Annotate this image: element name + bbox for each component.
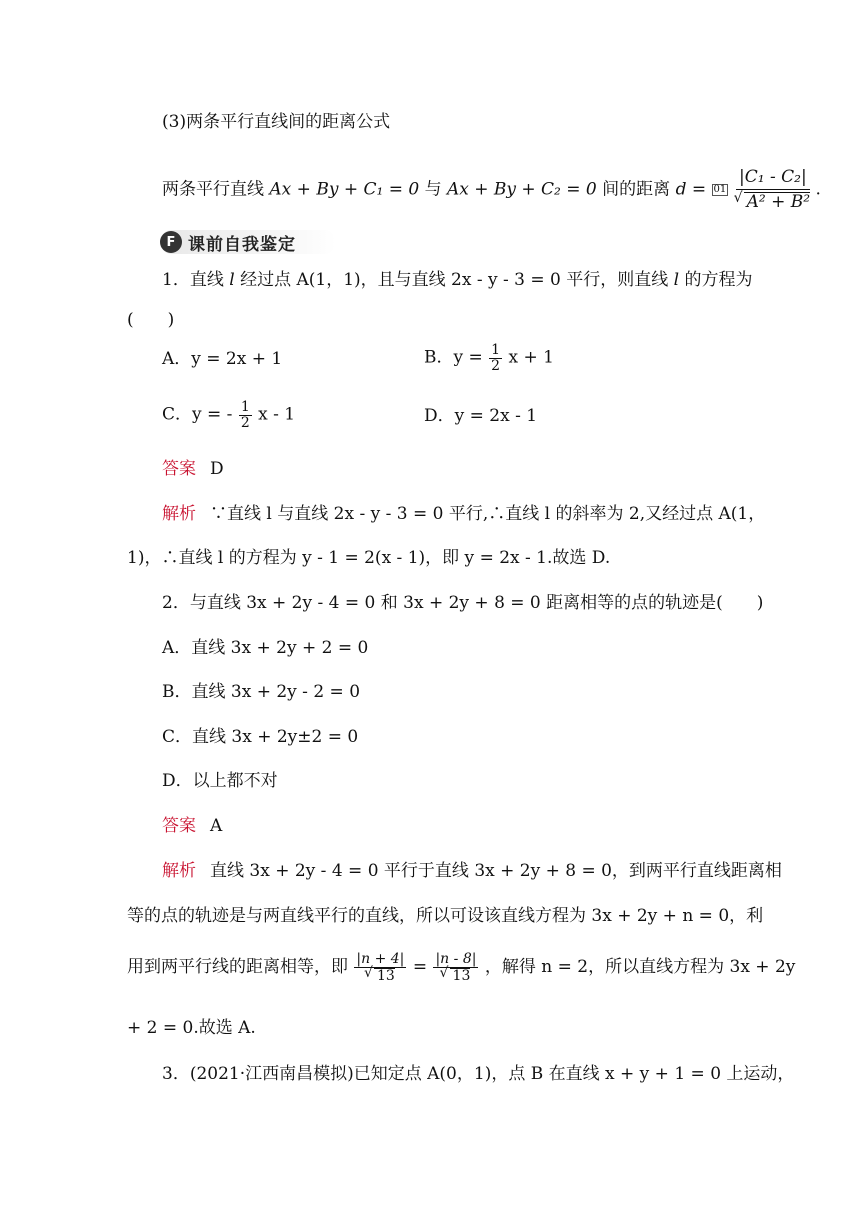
blank-marker: 01	[713, 184, 727, 196]
q2-answer	[162, 814, 222, 838]
q2-stem: 2．与直线 3x + 2y - 4 = 0 和 3x + 2y + 8 = 0 距离相等的点的轨迹是( )	[162, 593, 764, 613]
q1-stem	[162, 268, 753, 292]
q2-frac2-num: |n - 8|	[435, 951, 477, 967]
q2-fraction-1	[354, 952, 406, 983]
q1-analysis-2: 1)，∴直线 l 的方程为 y - 1 = 2(x - 1)，即 y = 2x - 1.故选 D.	[127, 548, 611, 568]
q1-optc-num: 1	[240, 399, 250, 415]
q2-answer-label: 答案	[162, 816, 196, 836]
q2-frac1-den: √ 13	[374, 968, 395, 984]
q1-analysis-1: ∵直线 l 与直线 2x - y - 3 = 0 平行,∴直线 l 的斜率为 2,又经过点 A(1，	[210, 504, 766, 524]
q2-analysis-1: 直线 3x + 2y - 4 = 0 平行于直线 3x + 2y + 8 = 0，到两平行直线距离相	[210, 861, 782, 881]
q2-frac1-num: |n + 4|	[356, 951, 405, 967]
q1-optb-post: x + 1	[508, 347, 554, 368]
q2-option-a: A．直线 3x + 2y + 2 = 0	[162, 638, 369, 658]
q1-stem-b: l	[229, 270, 235, 290]
q2-option-c: C．直线 3x + 2y±2 = 0	[162, 727, 359, 747]
section-badge	[160, 230, 336, 254]
q1-optc-pre: C．y = -	[162, 404, 233, 425]
q1-optc-post: x - 1	[258, 404, 296, 425]
q1-option-a: A．y = 2x + 1	[162, 349, 283, 369]
q2-frac2-den: √ 13	[450, 968, 471, 984]
q1-optb-pre: B．y =	[424, 347, 483, 368]
q2-equals: =	[412, 957, 428, 978]
q1-analysis-label: 解析	[162, 504, 196, 524]
q2-answer-value: A	[210, 816, 223, 836]
formula-dist: 间的距离	[602, 179, 671, 200]
q1-option-c	[162, 400, 295, 430]
q2-option-d: D．以上都不对	[162, 771, 278, 791]
formula-end: .	[815, 179, 821, 200]
q1-stem-d: A(1，1)，且与直线 2x - y - 3 = 0 平行，则直线	[296, 270, 669, 290]
q1-answer-label: 答案	[162, 459, 196, 479]
q1-stem-c: 经过点	[240, 270, 292, 290]
q2-analysis-2: 等的点的轨迹是与两直线平行的直线，所以可设该直线方程为 3x + 2y + n = 0，利	[127, 906, 764, 926]
q2-analysis-4: + 2 = 0.故选 A.	[127, 1018, 256, 1038]
q1-optc-den: 2	[240, 414, 250, 431]
q1-answer	[162, 457, 224, 481]
q1-answer-value: D	[210, 459, 224, 479]
formula-mid: 与	[424, 179, 442, 200]
q1-optb-den: 2	[491, 357, 501, 374]
q1-option-b	[424, 343, 554, 373]
q1-option-d: D．y = 2x - 1	[424, 406, 538, 426]
q2-analysis	[162, 859, 782, 883]
q1-stem-f: 的方程为	[684, 270, 753, 290]
q1-analysis	[162, 502, 765, 526]
formula-line1: Ax + By + C₁ = 0	[269, 179, 420, 200]
q1-optc-fraction	[239, 400, 252, 430]
formula-line2: Ax + By + C₂ = 0	[446, 179, 597, 200]
q2-analysis-label: 解析	[162, 861, 196, 881]
badge-icon: F	[160, 231, 182, 253]
q3-stem: 3．(2021·江西南昌模拟)已知定点 A(0，1)，点 B 在直线 x + y + 1 = 0 上运动，	[162, 1064, 795, 1084]
q1-paren: ( )	[127, 310, 175, 330]
formula-d: d =	[675, 179, 707, 200]
q2-analysis-3b: ，解得 n = 2，所以直线方程为 3x + 2y	[484, 957, 796, 978]
badge-label: 课前自我鉴定	[188, 234, 296, 255]
q2-option-b: B．直线 3x + 2y - 2 = 0	[162, 682, 361, 702]
q2-fraction-2	[433, 952, 478, 983]
distance-formula	[162, 168, 821, 212]
section-title: (3)两条平行直线间的距离公式	[162, 112, 391, 132]
q1-stem-e: l	[673, 270, 680, 290]
q1-stem-a: 1．直线	[162, 270, 224, 290]
q2-analysis-3	[127, 952, 795, 983]
q2-analysis-3a: 用到两平行线的距离相等，即	[127, 957, 348, 978]
formula-text: 两条平行直线	[162, 179, 264, 200]
q1-optb-num: 1	[491, 342, 501, 358]
q1-optb-fraction	[489, 343, 502, 373]
fraction-numerator: |C₁ - C₂|	[736, 168, 810, 190]
fraction-denominator: √ A² + B²	[744, 192, 810, 213]
distance-fraction	[736, 168, 810, 212]
